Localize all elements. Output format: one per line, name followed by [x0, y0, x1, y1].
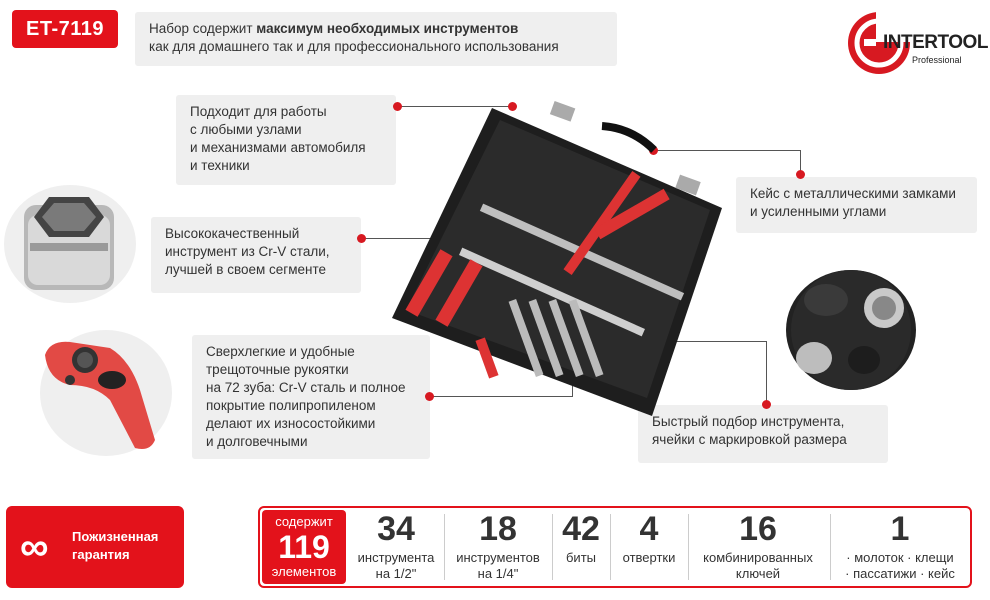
callout-crv-line: Высококачественный: [165, 226, 300, 241]
top-callout: [135, 12, 617, 66]
callout-ratchet-line: делают их износостойкими: [206, 416, 376, 431]
callout-units: [176, 95, 396, 185]
brand-sub: Professional: [912, 55, 962, 65]
callout-case: [736, 177, 977, 233]
separator: [444, 514, 445, 580]
brand-name: INTERTOOL: [883, 32, 988, 53]
stat-item: [690, 508, 826, 582]
total-pre: содержит: [275, 514, 333, 529]
stat-label: инструмента: [357, 550, 435, 565]
leader-dot: [762, 400, 771, 409]
callout-ratchet-line: трещоточные рукоятки: [206, 362, 349, 377]
stat-num: 1: [890, 510, 910, 548]
model-badge: ET-7119: [12, 10, 118, 48]
case-photo: [392, 98, 732, 416]
stat-item: [614, 508, 684, 566]
warranty-line: Пожизненная: [72, 529, 159, 544]
callout-units-line: и механизмами автомобиля: [190, 140, 366, 155]
leader-line: [766, 341, 767, 405]
stat-num: 16: [739, 510, 777, 548]
total-num: 119: [278, 529, 330, 565]
tray-closeup-photo: [786, 270, 916, 390]
stat-label: инструментов: [456, 550, 540, 565]
callout-case-line: Кейс с металлическими замками: [750, 186, 956, 201]
leader-dot: [796, 170, 805, 179]
stat-label: · пассатижи · кейс: [845, 566, 955, 581]
callout-crv-line: инструмент из Cr-V стали,: [165, 244, 330, 259]
callout-units-line: с любыми узлами: [190, 122, 302, 137]
callout-case-line: и усиленными углами: [750, 204, 887, 219]
callout-cells-line: ячейки с маркировкой размера: [652, 432, 847, 447]
stat-item: [448, 508, 548, 582]
stat-num: 34: [377, 510, 415, 548]
socket-photo: [4, 185, 136, 303]
stat-label: на 1/4": [477, 566, 519, 581]
callout-ratchet-line: на 72 зуба: Cr-V сталь и полное: [206, 380, 406, 395]
stat-item: [833, 508, 967, 582]
callout-ratchet-line: Сверхлегкие и удобные: [206, 344, 355, 359]
infinity-icon: ∞: [20, 525, 49, 569]
stat-label: биты: [565, 550, 596, 565]
stat-num: 18: [479, 510, 517, 548]
leader-dot: [357, 234, 366, 243]
stat-label: отвертки: [622, 550, 676, 565]
top-callout-pre: Набор содержит: [149, 21, 257, 36]
callout-crv: [151, 217, 361, 293]
stat-label: · молоток · клещи: [846, 550, 954, 565]
warranty-text: [72, 528, 158, 564]
separator: [552, 514, 553, 580]
stat-label: на 1/2": [375, 566, 417, 581]
separator: [688, 514, 689, 580]
separator: [830, 514, 831, 580]
stat-num: 42: [562, 510, 600, 548]
separator: [610, 514, 611, 580]
total-post: элементов: [271, 564, 337, 579]
stat-label: ключей: [735, 566, 781, 581]
callout-ratchet-line: и долговечными: [206, 434, 308, 449]
warranty-line: гарантия: [72, 547, 130, 562]
ratchet-photo: [40, 330, 172, 456]
callout-units-line: Подходит для работы: [190, 104, 327, 119]
stat-item: [350, 508, 442, 582]
stat-num: 4: [639, 510, 659, 548]
top-callout-line2: как для домашнего так и для профессионального использования: [149, 39, 559, 54]
callout-crv-line: лучшей в своем сегменте: [165, 262, 326, 277]
top-callout-bold: максимум необходимых инструментов: [256, 21, 519, 36]
callout-ratchet-line: покрытие полипропиленом: [206, 398, 376, 413]
callout-cells-line: Быстрый подбор инструмента,: [652, 414, 845, 429]
stat-label: комбинированных: [703, 550, 813, 565]
total-box: [262, 510, 346, 584]
callout-units-line: и техники: [190, 158, 250, 173]
stat-item: [555, 508, 607, 566]
